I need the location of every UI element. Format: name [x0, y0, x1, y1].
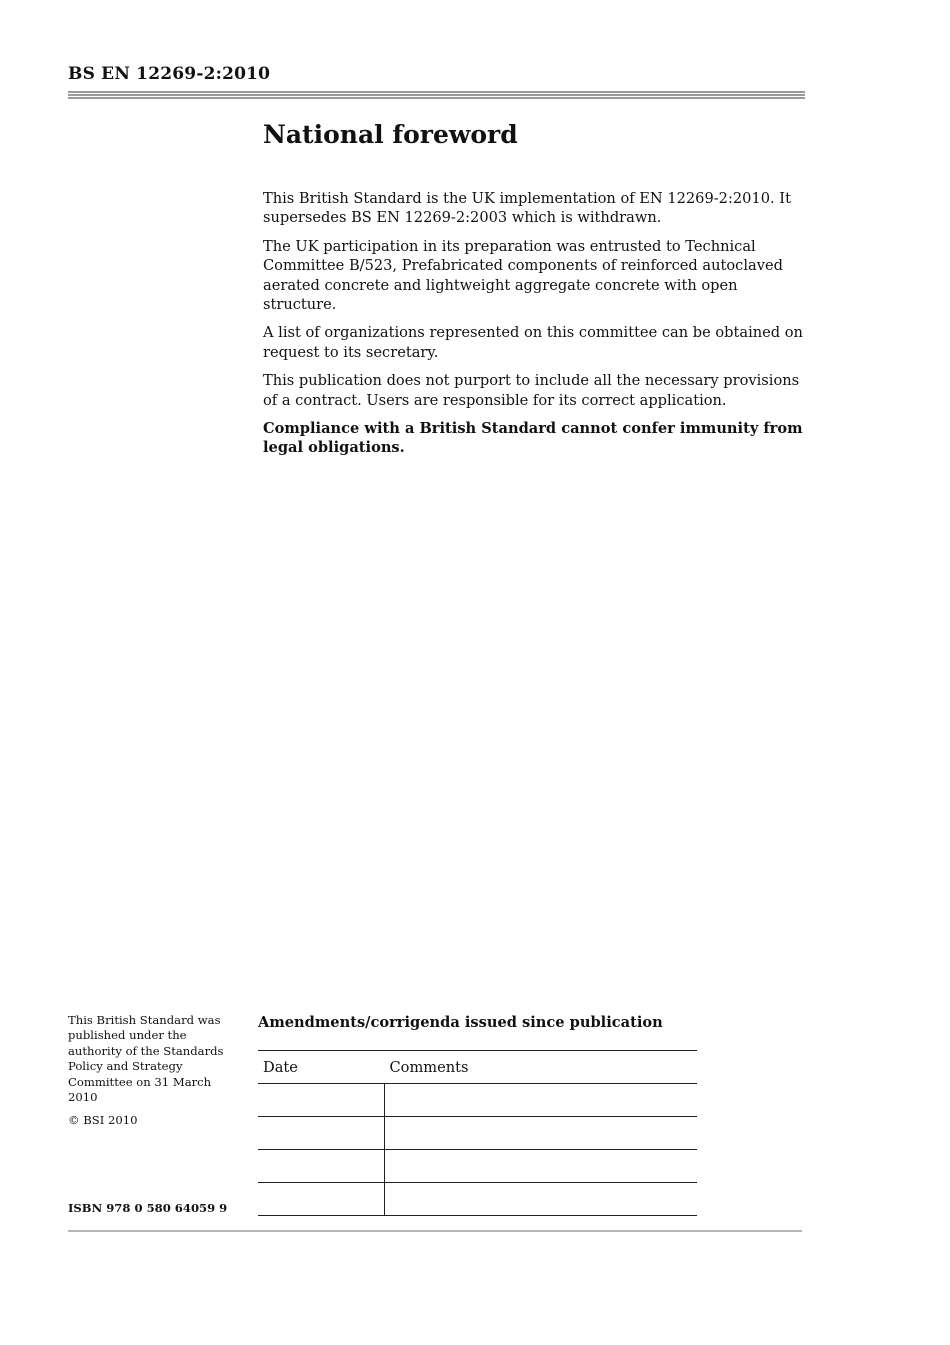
compliance-note: Compliance with a British Standard cannot confer immunity from legal obligations.	[263, 420, 803, 457]
table-cell	[385, 1150, 698, 1183]
copyright-notice: © BSI 2010	[68, 1113, 138, 1128]
page-title: National foreword	[263, 120, 518, 149]
table-cell	[258, 1150, 385, 1183]
publication-info	[68, 1013, 238, 1137]
table-cell	[385, 1183, 698, 1216]
table-header-row	[258, 1051, 697, 1084]
amendments-title: Amendments/corrigenda issued since publication	[258, 1014, 663, 1031]
table-cell	[385, 1117, 698, 1150]
standard-code: BS EN 12269-2:2010	[68, 64, 271, 84]
table-cell	[258, 1084, 385, 1117]
table-row	[258, 1084, 697, 1117]
table-cell	[258, 1183, 385, 1216]
header-rule	[68, 91, 805, 100]
foreword-paragraph: A list of organizations represented on this committee can be obtained on request to its secretary.	[263, 324, 803, 361]
table-cell	[385, 1084, 698, 1117]
column-header-date: Date	[258, 1051, 385, 1084]
table-row	[258, 1150, 697, 1183]
foreword-paragraph: This publication does not purport to include all the necessary provisions of a contract. Users are responsible for its correct application.	[263, 372, 800, 409]
foreword-paragraph: The UK participation in its preparation was entrusted to Technical Committee B/523, Prefabricated components of reinforced autoclaved aerated concrete and lightweight aggregate concrete with open structure.	[263, 237, 783, 314]
amendments-table	[258, 1050, 697, 1216]
table-row	[258, 1183, 697, 1216]
footer-rule	[68, 1230, 802, 1232]
column-header-comments: Comments	[385, 1051, 698, 1084]
foreword-paragraph: This British Standard is the UK implementation of EN 12269-2:2010. It supersedes BS EN 12269-2:2003 which is withdrawn.	[263, 190, 791, 227]
publication-note: This British Standard was published under the authority of the Standards Policy and Strategy Committee on 31 March 2010	[68, 1013, 224, 1105]
table-row	[258, 1117, 697, 1150]
table-cell	[258, 1117, 385, 1150]
foreword-body	[263, 189, 808, 467]
isbn: ISBN 978 0 580 64059 9	[68, 1201, 228, 1215]
